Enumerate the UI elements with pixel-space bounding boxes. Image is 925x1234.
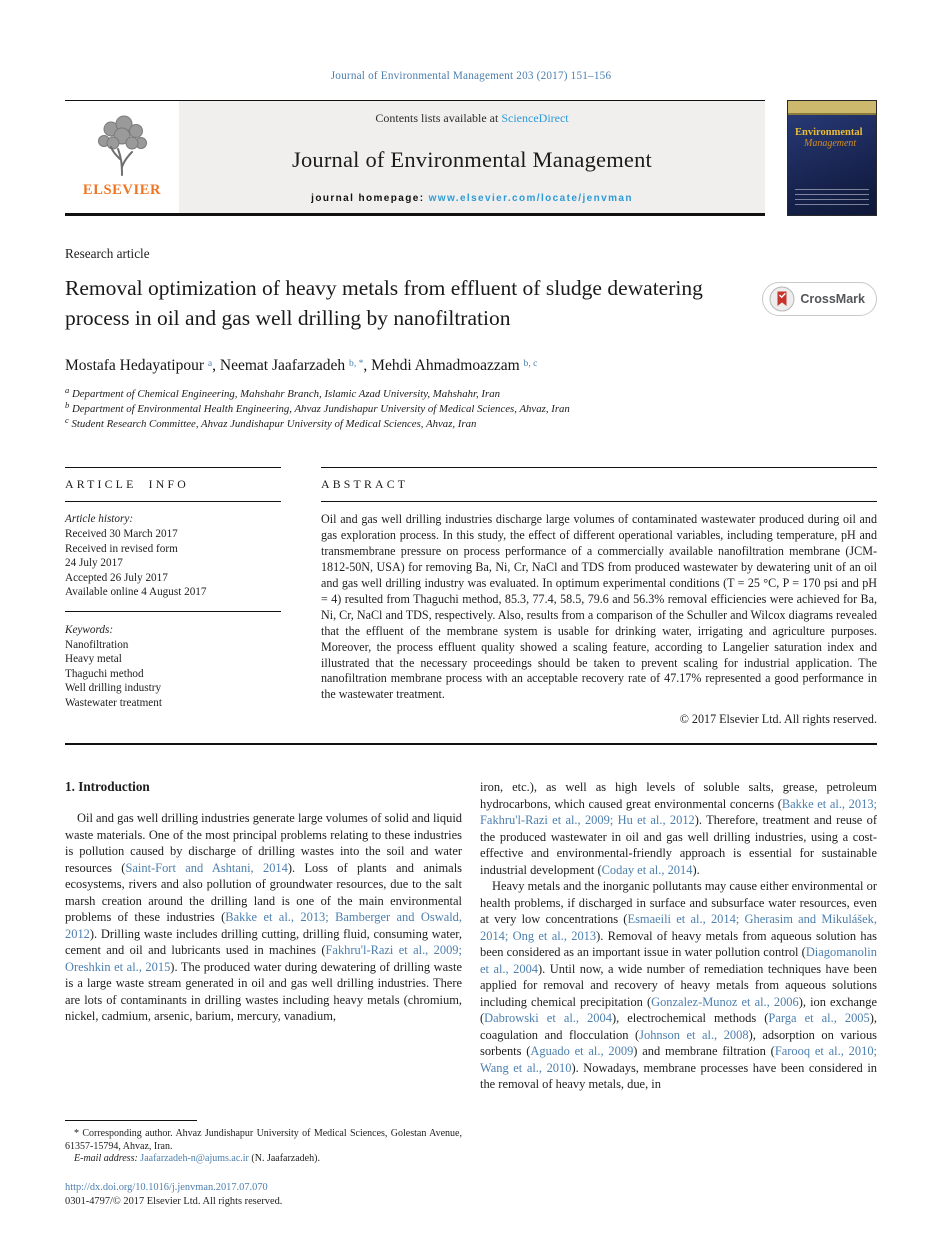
journal-header	[65, 100, 877, 216]
citation-link[interactable]: Aguado et al., 2009	[530, 1044, 634, 1059]
citation-link[interactable]: Fakhru'l-Razi et al., 2009; Oreshkin et al., 2015	[65, 943, 462, 974]
history-item: Received in revised form	[65, 542, 178, 555]
article-history-label: Article history:	[65, 513, 134, 526]
crossmark-icon	[769, 286, 795, 312]
cover-title-line1: Environmental	[795, 127, 863, 138]
text-run: ), coagulation and flocculation (	[480, 1011, 878, 1042]
keywords-label: Keywords:	[65, 623, 114, 636]
affiliation-sup: a	[65, 385, 70, 396]
corresponding-author-note: * Corresponding author. Ahvaz Jundishapur University of Medical Sciences, Golestan Avenue, 61357-15794, Ahvaz, Iran.	[65, 1127, 462, 1152]
body-column-right	[480, 779, 877, 1207]
divider	[65, 501, 281, 502]
keyword: Wastewater treatment	[65, 696, 162, 709]
email-line	[65, 1153, 462, 1166]
text-run: ). Loss of plants and animals ecosystems, rivers and also pollution of groundwater resources, due to the salt marsh creation around the drilling land is one of the main environmental problems of these industries (	[65, 860, 463, 925]
citation-link[interactable]: Gonzalez-Munoz et al., 2006	[651, 994, 799, 1009]
elsevier-logo[interactable]	[65, 101, 179, 213]
footnote-block	[65, 1120, 462, 1207]
keyword: Nanofiltration	[65, 638, 129, 651]
article-history	[65, 512, 281, 600]
affiliation-sup: c	[65, 414, 69, 425]
text-run: ), adsorption on various sorbents (	[480, 1027, 877, 1059]
authors-line	[65, 357, 877, 375]
abstract-text: Oil and gas well drilling industries discharge large volumes of contaminated wastewater produced during oil and gas exploration process. In this study, the effect of different operational variables, including temperature, pH and transmembrane pressure on process performance of a commercially available nanofiltration membrane (JCM-1812-50N, USA) for removing Ba, Ni, Cr, NaCl and TDS from produced wastewater by dewatering unit of an oil and gas well drilling industry was evaluated. In optimum experimental conditions (T = 25 °C, P = 170 psi and pH = 4) resulted from Thaguchi method, 85.3, 77.4, 58.5, 79.6 and 56.3% removal efficiencies were achieved for Ba, Ni, Cr, NaCl and TDS, respectively. Also, results from a comparison of the Schuller and Wilcox diagrams revealed that the effluent of the membrane system is usable for drinking water, irrigating and agriculture purposes. Moreover, the process effluent quality showed a scaling feature, according to Langelier saturation index and illustrated that the necessary proceedings should be taken to prevent scaling for industrial application. The nanofiltration membrane process with an acceptable recovery rate of 47.17% represented a good performance in the wastewater treatment.	[321, 512, 877, 702]
citation-link[interactable]: Diagomanolin et al., 2004	[480, 945, 877, 976]
text-run: ). Until now, a wide number of remediation techniques have been applied for removal and recovery of heavy metals from aqueous solutions including chemical precipitation (	[480, 961, 877, 1009]
author-name: , Mehdi Ahmadmoazzam	[363, 357, 524, 374]
text-run: iron, etc.), as well as high levels of soluble salts, grease, petroleum hydrocarbons, which caused great environmental concerns (	[480, 780, 877, 811]
citation-link[interactable]: Bakke et al., 2013; Fakhru'l-Razi et al., 2009; Hu et al., 2012	[480, 796, 877, 828]
article-info-heading: ARTICLE INFO	[65, 477, 189, 492]
journal-name: Journal of Environmental Management	[291, 146, 653, 172]
text-run: ) and membrane filtration (	[633, 1044, 775, 1059]
article-title: Removal optimization of heavy metals from effluent of sludge dewatering process in oil and gas well drilling by nanofiltration	[65, 276, 703, 330]
journal-cover-thumbnail[interactable]	[787, 100, 877, 216]
body-column-left	[65, 779, 462, 1207]
cover-top-band	[788, 101, 876, 115]
journal-homepage-link[interactable]: www.elsevier.com/locate/jenvman	[428, 193, 633, 204]
citation-link[interactable]: Parga et al., 2005	[768, 1011, 870, 1026]
crossmark-badge[interactable]	[762, 282, 877, 316]
history-item: Available online 4 August 2017	[65, 586, 207, 599]
text-run: ), ion exchange (	[480, 994, 877, 1026]
text-run: (N. Jaafarzadeh).	[248, 1153, 320, 1165]
keyword: Heavy metal	[65, 653, 122, 666]
text-run: ). Nowadays, membrane processes have been considered in the removal of heavy metals, due, in	[480, 1060, 877, 1092]
keyword: Thaguchi method	[65, 667, 144, 680]
section-heading-introduction: 1. Introduction	[65, 779, 150, 795]
text-run: Heavy metals and the inorganic pollutants may cause either environmental or health problems, if discharged in surface and subsurface water resources, even at very low concentrations (	[480, 879, 877, 927]
citation-link[interactable]: Dabrowski et al., 2004	[484, 1011, 612, 1026]
text-run: E-mail address:	[74, 1153, 141, 1165]
journal-citation-header[interactable]: Journal of Environmental Management 203 (2017) 151–156	[330, 70, 612, 82]
cover-decoration	[795, 185, 869, 205]
affiliation	[65, 399, 877, 417]
abstract-column	[321, 467, 877, 727]
citation-link[interactable]: Saint-Fort and Ashtani, 2014	[125, 860, 288, 875]
doi-link[interactable]: http://dx.doi.org/10.1016/j.jenvman.2017.07.070	[65, 1182, 268, 1194]
homepage-line	[311, 193, 633, 204]
history-item: Received 30 March 2017	[65, 527, 178, 540]
email-link[interactable]: Jaafarzadeh-n@ajums.ac.ir	[140, 1153, 249, 1165]
copyright-line: © 2017 Elsevier Ltd. All rights reserved.	[679, 712, 877, 727]
divider	[65, 611, 281, 612]
text-run: ).	[692, 862, 700, 877]
author-name: Mostafa Hedayatipour	[65, 357, 208, 374]
affiliation-text: Department of Chemical Engineering, Mahshahr Branch, Islamic Azad University, Mahshahr, Iran	[71, 388, 500, 400]
citation-link[interactable]: Johnson et al., 2008	[639, 1027, 749, 1042]
text-run: Oil and gas well drilling industries generate large volumes of solid and liquid waste materials. One of the most principal problems relating to these industries is pollution caused by discharge of drilling wastes into the soil and water resources (	[65, 811, 462, 875]
author-affiliation-sup[interactable]: b, c	[523, 357, 538, 369]
crossmark-label: CrossMark	[800, 292, 865, 306]
text-run: ). Therefore, treatment and reuse of the produced wastewater in oil and gas well drilling industries, using a cost-effective and environmental-friendly approach is essential for sustainable industrial development (	[480, 813, 877, 877]
divider	[321, 501, 877, 502]
history-item: Accepted 26 July 2017	[65, 571, 168, 584]
author-name: , Neemat Jaafarzadeh	[212, 357, 350, 374]
text-run: ). Removal of heavy metals from aqueous solution has been considered as an important issue in water pollution control (	[480, 928, 877, 960]
text-run: ). Drilling waste includes drilling cutting, drilling fluid, consuming water, cement and oil and lubricants used in machines (	[65, 926, 462, 958]
contents-line	[375, 111, 568, 126]
contents-prefix: Contents lists available at	[375, 111, 502, 125]
history-item: 24 July 2017	[65, 557, 123, 570]
journal-banner	[179, 101, 765, 213]
keywords-block	[65, 623, 281, 711]
journal-header-main	[65, 100, 765, 216]
doi-line	[65, 1182, 462, 1193]
affiliation-sup: b	[65, 399, 70, 410]
sciencedirect-link[interactable]: ScienceDirect	[501, 111, 569, 125]
article-info-abstract-section	[65, 467, 877, 745]
article-body	[65, 779, 877, 1207]
abstract-heading: ABSTRACT	[321, 477, 409, 492]
footnote-divider	[65, 1120, 197, 1121]
body-paragraph	[480, 878, 877, 1093]
cover-title-line2: Management	[804, 138, 857, 149]
elsevier-wordmark: ELSEVIER	[82, 182, 162, 198]
body-paragraph	[480, 779, 877, 878]
article-info-column	[65, 467, 281, 727]
body-paragraph	[65, 810, 462, 1025]
title-row	[65, 274, 877, 333]
affiliation	[65, 414, 877, 432]
issn-copyright-line: 0301-4797/© 2017 Elsevier Ltd. All rights reserved.	[65, 1196, 283, 1208]
citation-link[interactable]: Farooq et al., 2010; Wang et al., 2010	[480, 1044, 877, 1075]
citation-link[interactable]: Bakke et al., 2013; Bamberger and Oswald, 2012	[65, 910, 462, 941]
affiliation-text: Department of Environmental Health Engineering, Ahvaz Jundishapur University of Medical Sciences, Ahvaz, Iran	[71, 402, 570, 415]
text-run: ). The produced water during dewatering of drilling waste is a large waste stream generated in oil and gas well drilling industries. There are lots of contaminants in drilling wastes including heavy metals (chromium, nickel, cadmium, arsenic, barium, mercury, vanadium,	[65, 959, 462, 1024]
affiliations	[65, 387, 877, 431]
elsevier-tree-icon	[91, 115, 153, 179]
affiliation	[65, 387, 877, 402]
article-type-label: Research article	[65, 246, 150, 261]
author-affiliation-sup[interactable]: b, *	[349, 357, 364, 369]
citation-link[interactable]: Coday et al., 2014	[601, 862, 693, 877]
affiliation-text: Student Research Committee, Ahvaz Jundishapur University of Medical Sciences, Ahvaz, Iran	[71, 417, 477, 430]
author-affiliation-sup[interactable]: a	[207, 357, 213, 369]
citation-link[interactable]: Esmaeili et al., 2014; Gherasim and Mikulášek, 2014; Ong et al., 2013	[480, 912, 878, 943]
text-run: ), electrochemical methods (	[611, 1011, 769, 1026]
keyword: Well drilling industry	[65, 682, 162, 695]
homepage-label: journal homepage:	[311, 193, 429, 204]
